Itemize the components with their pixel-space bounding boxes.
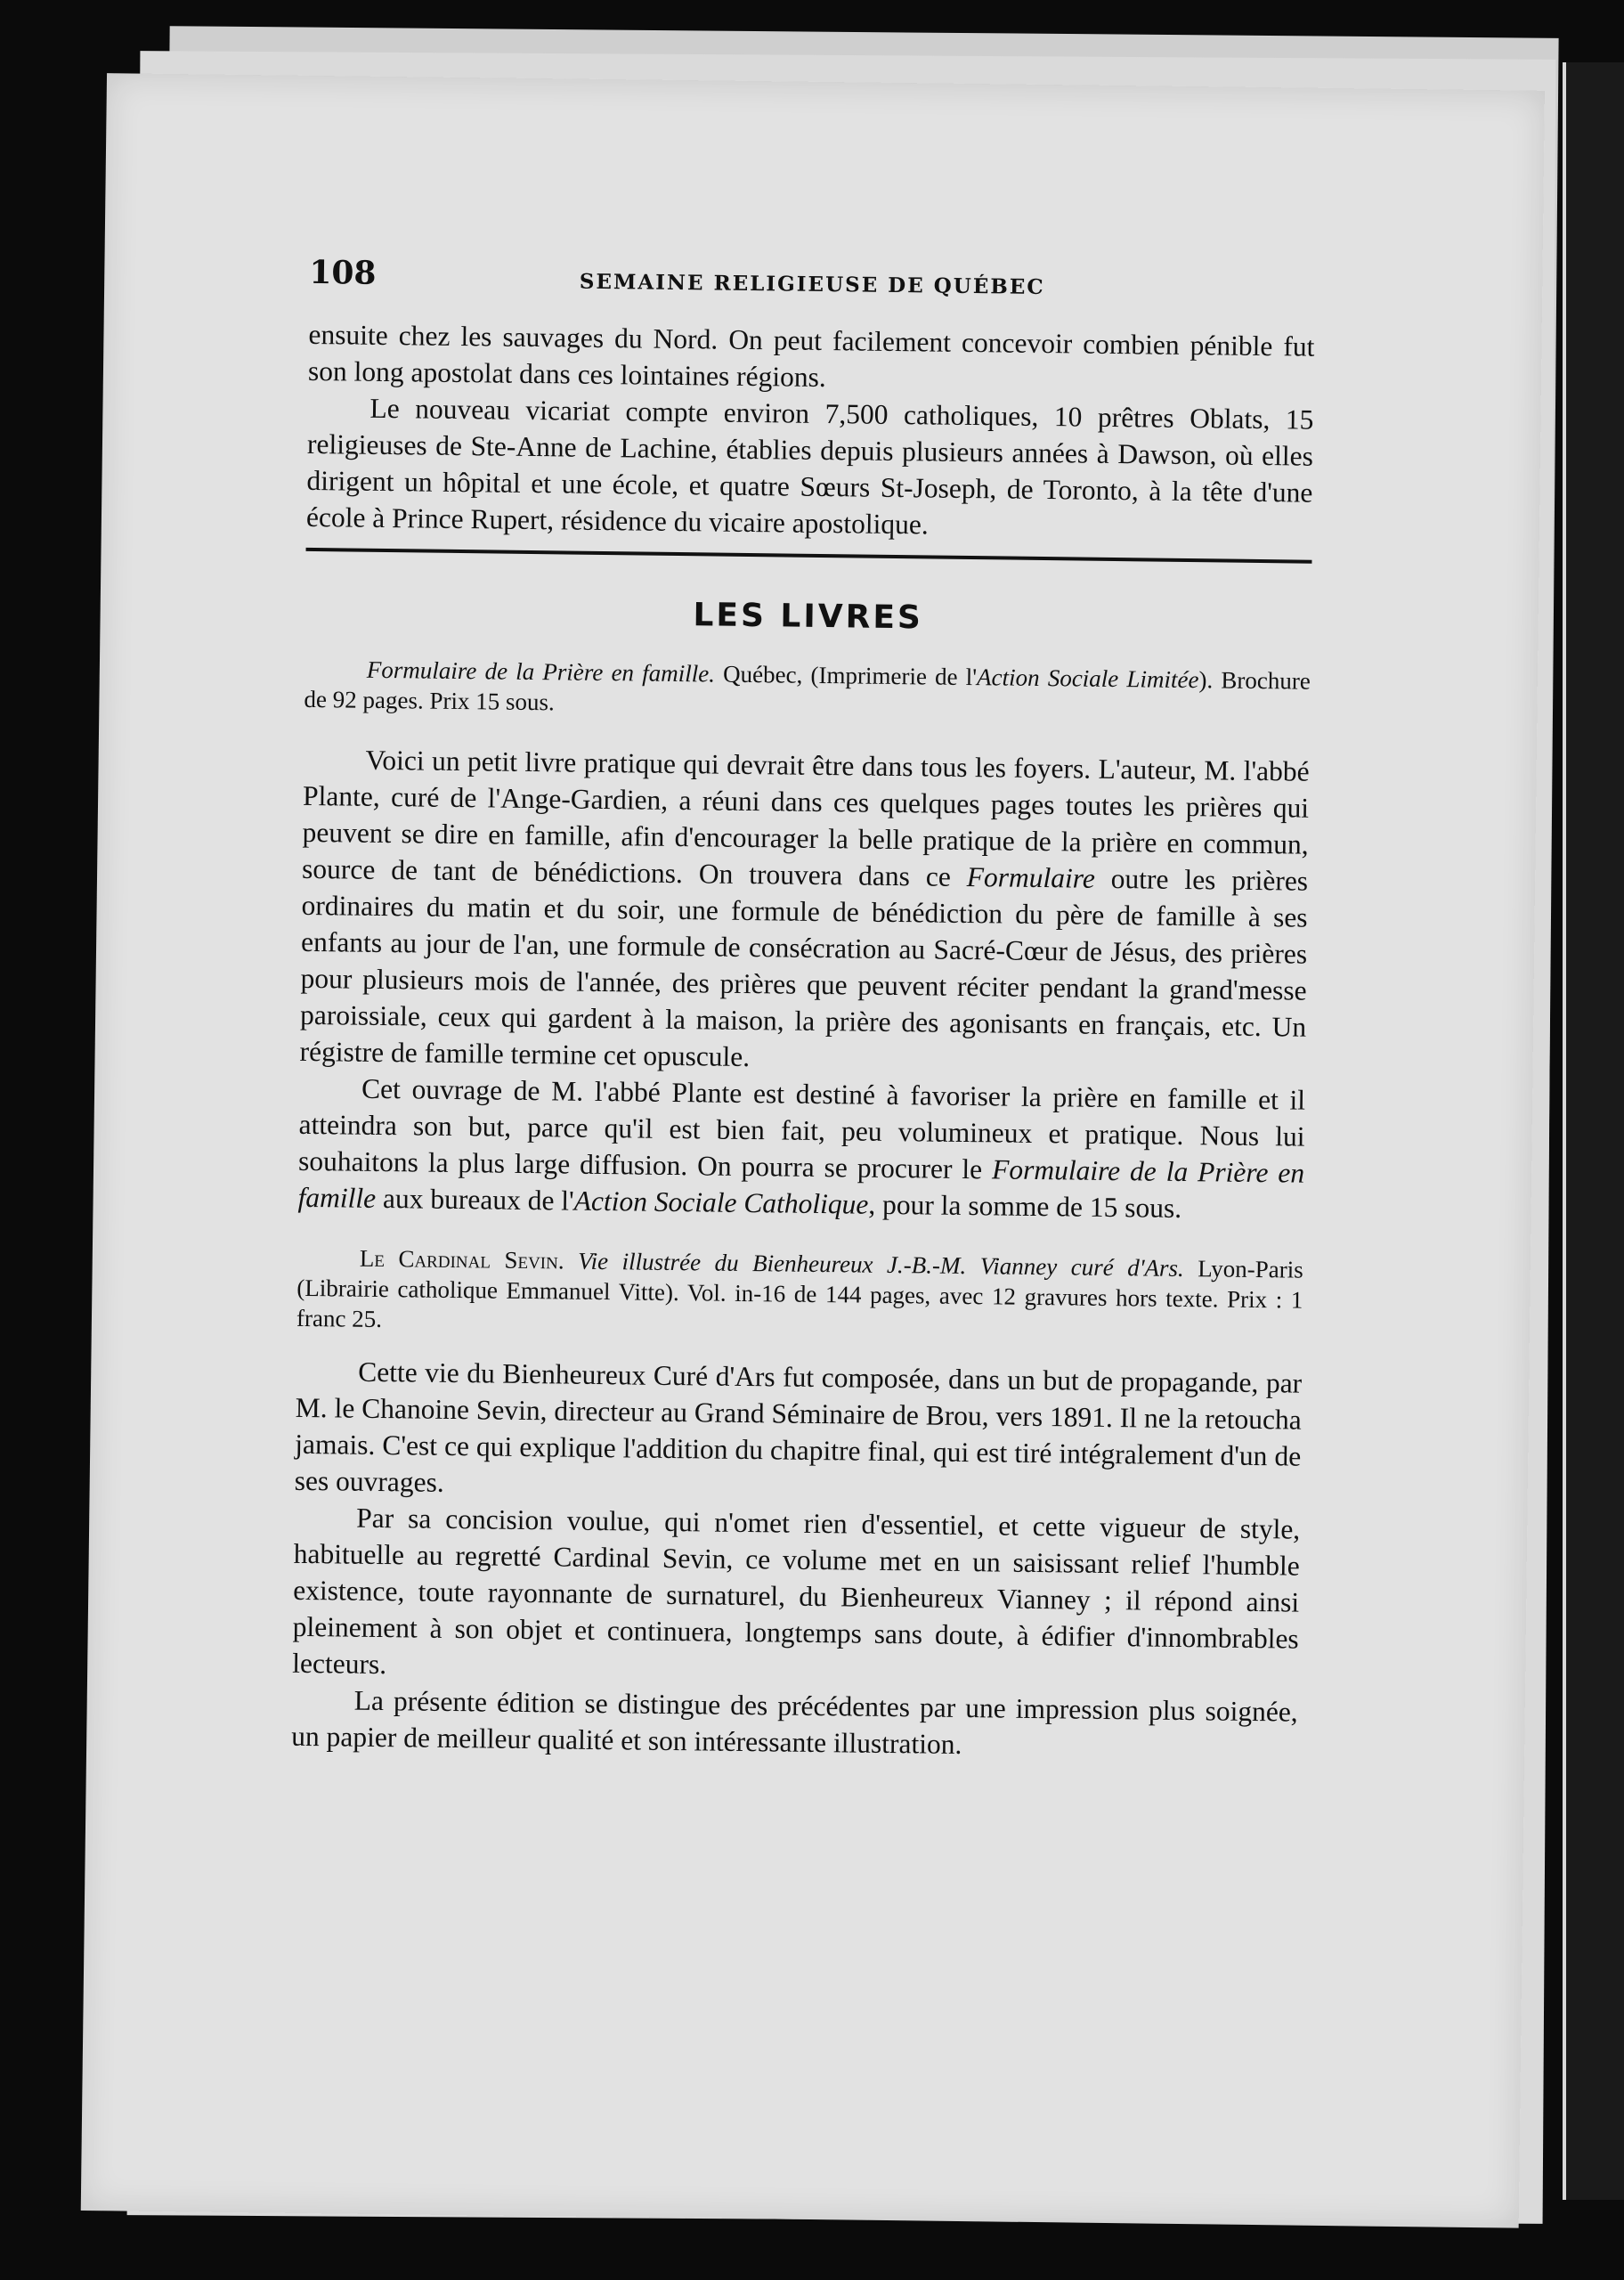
review-text: outre les prières ordinaires du matin et du soir, une formule de bénédiction du père de famille à ses enfants au jour de l'an, une formule de consécration au Sacré-Cœur de Jésus, des prières pour plusieurs mois de l'année, des prières que peuvent réciter pendant la grand'messe paroissiale, ceux qui gardent à la maison, la prière des agonisants en français, etc. Un régistre de famille termine cet opuscule. bbox=[299, 862, 1309, 1073]
book-author: Le Cardinal Sevin. bbox=[359, 1244, 564, 1274]
review-paragraph: Par sa concision voulue, qui n'omet rien d'essentiel, et cette vigueur de style, habituelle au regretté Cardinal Sevin, ce volume met en un saisissant relief l'humble existence, toute rayonnante de surnaturel, du Bienheureux Vianney ; il répond ainsi pleinement à son objet et continuera, longtemps sans doute, à édifier d'innombrables lecteurs. bbox=[292, 1502, 1301, 1681]
section-heading: LES LIVRES bbox=[693, 597, 924, 637]
book-title: Vie illustrée du Bienheureux J.-B.-M. Vianney curé d'Ars. bbox=[564, 1247, 1184, 1282]
review-italic-text: Formulaire de la Prière en famille bbox=[297, 1153, 1305, 1214]
review-paragraph bbox=[297, 1070, 1305, 1228]
continuation-paragraph: Le nouveau vicariat compte environ 7,500 catholiques, 10 prêtres Oblats, 15 religieuses de Ste-Anne de Lachine, établies depuis plusieurs années à Dawson, où elles dirigent un hôpital et une école, et quatre Sœurs St-Joseph, de Toronto, à la tête d'une école à Prince Rupert, résidence du vicaire apostolique. bbox=[305, 392, 1314, 541]
review-text: , pour la somme de 15 sous. bbox=[868, 1188, 1182, 1224]
running-title: SEMAINE RELIGIEUSE DE QUÉBEC bbox=[579, 269, 1045, 300]
page-content bbox=[291, 254, 1316, 1767]
review-paragraph: La présente édition se distingue des précédentes par une impression plus soignée, un papier de meilleur qualité et son intéressante illustration. bbox=[291, 1684, 1298, 1761]
book-entry-1 bbox=[304, 654, 1311, 727]
review-text: aux bureaux de l' bbox=[375, 1182, 574, 1217]
book-publisher-text: Lyon-Paris (Librairie catholique Emmanuel Vitte). Vol. in-16 de 144 pages, avec 12 gravures hors texte. Prix : 1 franc 25. bbox=[296, 1255, 1303, 1333]
book-publisher-text: Québec, (Imprimerie de l' bbox=[714, 660, 978, 691]
review-paragraph: Cette vie du Bienheureux Curé d'Ars fut composée, dans un but de propagande, par M. le Chanoine Sevin, directeur au Grand Séminaire de Brou, vers 1891. Il ne la retoucha jamais. C'est ce qui explique l'addition du chapitre final, qui est tiré intégralement d'un de ses ouvrages. bbox=[294, 1356, 1303, 1498]
review-italic-text: Formulaire bbox=[966, 861, 1096, 894]
book-entry-2 bbox=[296, 1242, 1303, 1346]
review-italic-text: Action Sociale Catholique bbox=[573, 1185, 869, 1220]
book-publisher-text: ). Brochure de 92 pages. Prix 15 sous. bbox=[304, 666, 1311, 716]
book-publisher-name: Action Sociale Limitée bbox=[976, 664, 1199, 694]
review-text: Cet ouvrage de M. l'abbé Plante est destiné à favoriser la prière en famille et il atteindra son but, parce qu'il est bien fait, peu volumineux et pratique. Nous lui souhaitons la plus large diffusion. On pourra se procurer le bbox=[297, 1072, 1306, 1185]
review-paragraph bbox=[299, 741, 1309, 1082]
page-header bbox=[309, 254, 1316, 329]
book-title: Formulaire de la Prière en famille. bbox=[366, 656, 716, 688]
document-page bbox=[81, 73, 1545, 2228]
page-number: 108 bbox=[309, 253, 377, 292]
review-text: Voici un petit livre pratique qui devrait être dans tous les foyers. L'auteur, M. l'abbé Plante, curé de l'Ange-Gardien, a réuni dans ces quelques pages toutes les prières qui peuvent se dire en famille, afin d'encourager la belle pratique de la prière en commun, source de tant de bénédictions. On trouvera dans ce bbox=[301, 744, 1310, 892]
section-divider bbox=[306, 548, 1312, 564]
adjacent-page-edge bbox=[1563, 62, 1624, 2200]
continuation-paragraph: ensuite chez les sauvages du Nord. On peut facilement concevoir combien pénible fut son long apostolat dans ces lointaines régions. bbox=[307, 318, 1315, 394]
